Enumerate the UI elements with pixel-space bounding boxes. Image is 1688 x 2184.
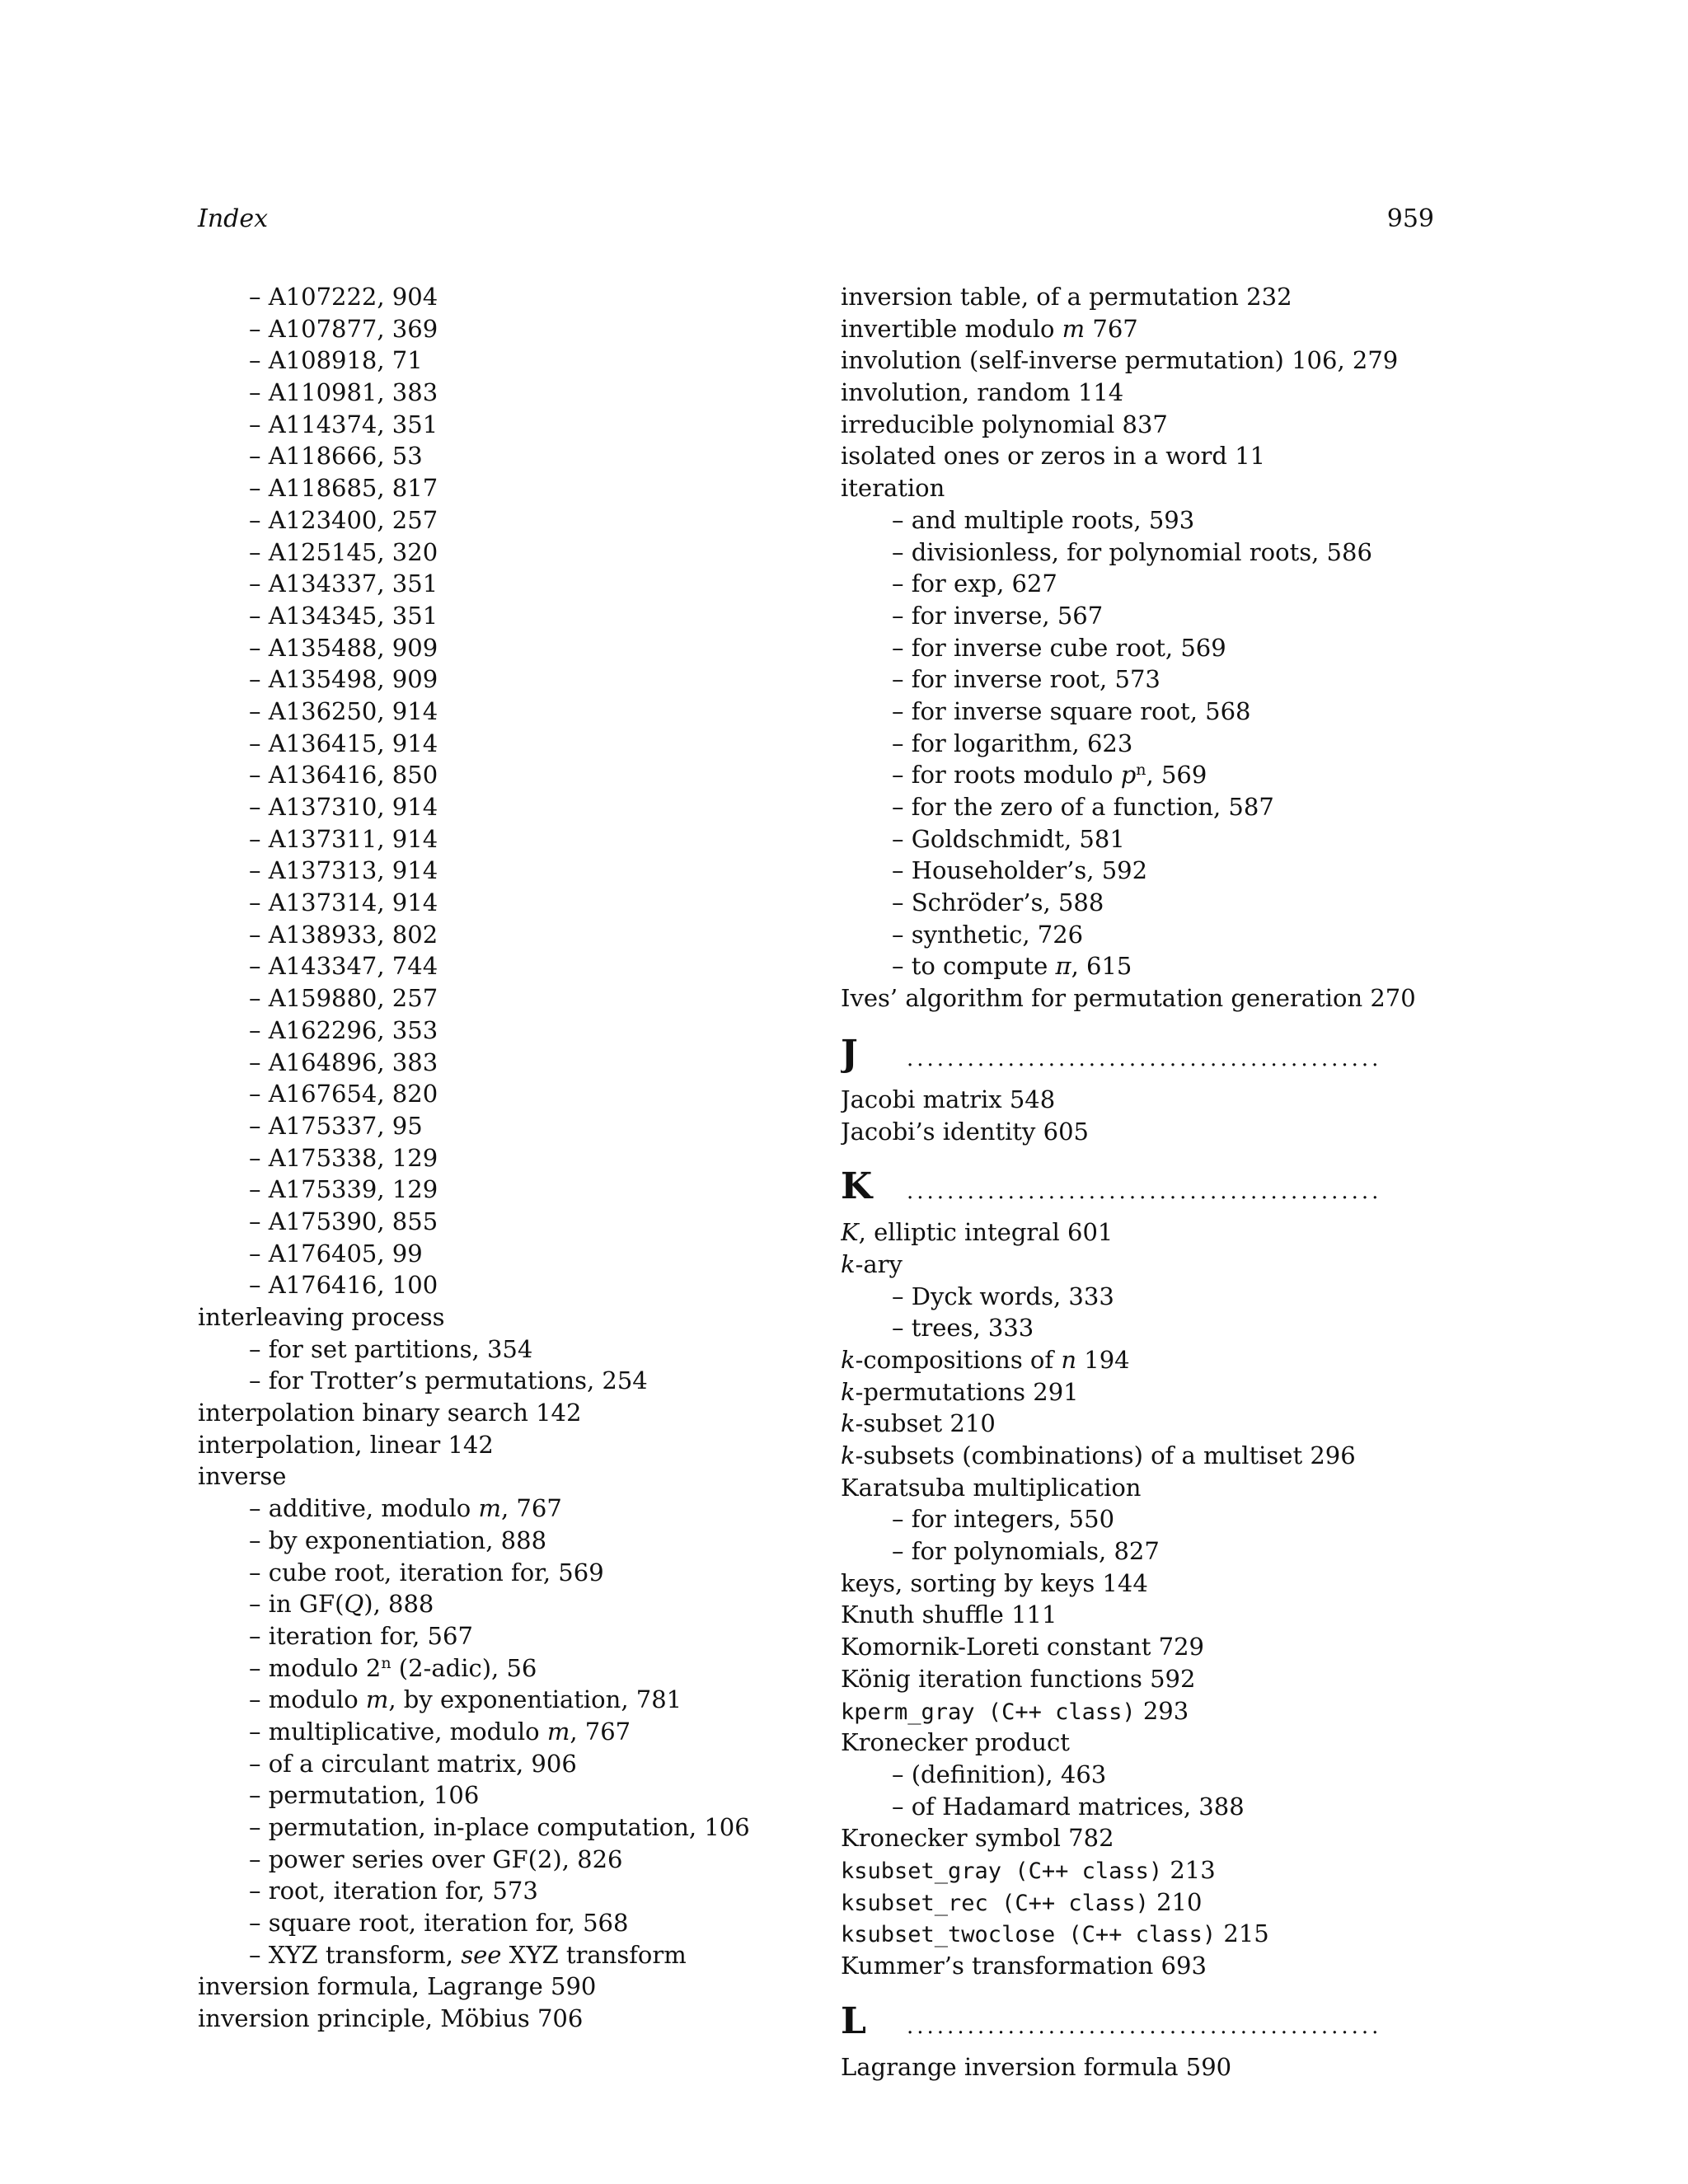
index-subentry: – A108918, 71 <box>249 346 423 375</box>
math-variable: k <box>841 1409 856 1438</box>
entry-text: – for roots modulo <box>892 761 1121 790</box>
math-variable: π <box>1055 952 1071 981</box>
index-subentry: – A110981, 383 <box>249 378 438 407</box>
entry-text: – modulo <box>249 1685 366 1714</box>
entry-text: , 569 <box>1146 761 1207 790</box>
entry-text: , elliptic integral 601 <box>858 1218 1114 1247</box>
index-subentry: – permutation, in-place computation, 106 <box>249 1813 750 1841</box>
index-subentry: – A136415, 914 <box>249 729 438 757</box>
index-subentry: – and multiple roots, 593 <box>892 505 1195 534</box>
entry-text: -subset 210 <box>855 1409 996 1438</box>
entry-text: 293 <box>1135 1696 1189 1725</box>
index-entry <box>841 1886 1437 1919</box>
entry-text: -permutations 291 <box>855 1377 1079 1406</box>
index-subentry: – A114374, 351 <box>249 410 438 438</box>
letter-heading-letter: K <box>841 1165 873 1208</box>
index-subentry: – A134345, 351 <box>249 601 438 630</box>
letter-heading-letter: J <box>841 1032 858 1075</box>
index-entry <box>841 1216 1437 1249</box>
index-entry: Kummer’s transformation 693 <box>841 1952 1207 1980</box>
entry-text: 767 <box>1085 314 1138 343</box>
letter-heading-leader-dots: ............................................... <box>907 1046 1382 1071</box>
index-entry: interpolation, linear 142 <box>198 1430 494 1459</box>
index-column-left <box>198 281 824 2035</box>
index-subentry: – of a circulant matrix, 906 <box>249 1749 577 1778</box>
index-entry: König iteration functions 592 <box>841 1664 1196 1693</box>
index-subentry: – Goldschmidt, 581 <box>892 824 1125 853</box>
entry-text: , 615 <box>1071 952 1132 981</box>
index-entry <box>841 1854 1437 1886</box>
index-subentry: – A136250, 914 <box>249 696 438 725</box>
math-variable: m <box>546 1717 570 1746</box>
entry-text: , 767 <box>570 1717 631 1746</box>
index-subentry <box>198 1939 824 1971</box>
index-subentry: – for inverse, 567 <box>892 601 1104 630</box>
entry-text: – multiplicative, modulo <box>249 1717 547 1746</box>
index-subentry: – cube root, iteration for, 569 <box>249 1558 604 1586</box>
index-subentry: – for inverse cube root, 569 <box>892 633 1226 662</box>
code-identifier: kperm_gray (C++ class) <box>841 1699 1136 1725</box>
index-subentry: – A176416, 100 <box>249 1271 438 1300</box>
code-identifier: ksubset_twoclose (C++ class) <box>841 1922 1217 1948</box>
index-subentry <box>198 1588 824 1620</box>
index-entry <box>841 1440 1437 1472</box>
entry-text: -subsets (combinations) of a multiset 296 <box>855 1441 1356 1469</box>
entry-text: 210 <box>1148 1887 1203 1916</box>
index-subentry: – iteration for, 567 <box>249 1621 473 1650</box>
index-entry <box>841 1344 1437 1376</box>
math-variable: m <box>365 1685 389 1714</box>
entry-text: (2-adic), 56 <box>391 1653 537 1682</box>
entry-text: -compositions of <box>855 1345 1062 1374</box>
index-subentry: – A175338, 129 <box>249 1143 438 1172</box>
letter-heading <box>841 1031 1437 1077</box>
math-variable: Q <box>344 1590 364 1619</box>
superscript: n <box>381 1653 392 1672</box>
index-subentry: – A135498, 909 <box>249 665 438 694</box>
index-entry: Kronecker symbol 782 <box>841 1824 1114 1853</box>
index-subentry: – square root, iteration for, 568 <box>249 1909 629 1938</box>
entry-text: – in GF( <box>249 1590 345 1619</box>
index-subentry: – trees, 333 <box>892 1314 1034 1343</box>
index-entry: inversion principle, Möbius 706 <box>198 2004 584 2033</box>
index-subentry <box>198 1652 824 1685</box>
index-subentry: – A138933, 802 <box>249 920 438 949</box>
index-subentry: – A159880, 257 <box>249 984 438 1013</box>
index-entry: inversion table, of a permutation 232 <box>841 283 1292 311</box>
index-entry: isolated ones or zeros in a word 11 <box>841 442 1266 471</box>
index-subentry: – A137314, 914 <box>249 888 438 917</box>
index-subentry: – for exp, 627 <box>892 569 1057 598</box>
letter-heading-letter: L <box>841 1999 866 2042</box>
index-subentry: – A175339, 129 <box>249 1175 438 1204</box>
index-subentry: – (definition), 463 <box>892 1760 1107 1788</box>
index-subentry: – A137313, 914 <box>249 856 438 885</box>
index-subentry: – for set partitions, 354 <box>249 1334 533 1363</box>
index-subentry <box>841 759 1437 791</box>
index-subentry: – for inverse root, 573 <box>892 665 1160 694</box>
letter-heading-leader-dots: ............................................... <box>907 2013 1382 2039</box>
entry-text: 213 <box>1162 1855 1216 1884</box>
math-variable: k <box>841 1441 856 1469</box>
index-subentry: – A118685, 817 <box>249 474 438 503</box>
index-subentry: – permutation, 106 <box>249 1781 480 1810</box>
index-subentry: – A164896, 383 <box>249 1047 438 1076</box>
index-entry: Knuth shuffle 111 <box>841 1601 1057 1629</box>
index-subentry: – Schröder’s, 588 <box>892 888 1104 917</box>
index-entry: involution, random 114 <box>841 378 1124 407</box>
code-identifier: ksubset_rec (C++ class) <box>841 1890 1149 1916</box>
index-subentry: – A136416, 850 <box>249 761 438 790</box>
index-subentry: – for Trotter’s permutations, 254 <box>249 1366 648 1395</box>
superscript: n <box>1136 761 1146 780</box>
index-subentry: – A162296, 353 <box>249 1015 438 1044</box>
index-entry: Ives’ algorithm for permutation generation 270 <box>841 984 1416 1013</box>
index-entry: keys, sorting by keys 144 <box>841 1568 1148 1597</box>
index-subentry: – A134337, 351 <box>249 569 438 598</box>
index-subentry: – A137310, 914 <box>249 793 438 821</box>
math-variable: see <box>461 1940 502 1969</box>
index-entry: Kronecker product <box>841 1728 1070 1757</box>
entry-text: ), 888 <box>363 1590 434 1619</box>
index-entry: Jacobi’s identity 605 <box>841 1117 1089 1146</box>
index-subentry: – A107222, 904 <box>249 283 438 311</box>
index-entry: Lagrange inversion formula 590 <box>841 2052 1232 2081</box>
page-number: 959 <box>1386 204 1434 233</box>
index-subentry: – A175337, 95 <box>249 1111 423 1140</box>
math-variable: k <box>841 1249 856 1278</box>
index-subentry: – A167654, 820 <box>249 1080 438 1108</box>
index-subentry: – Dyck words, 333 <box>892 1282 1114 1310</box>
index-entry <box>841 1695 1437 1727</box>
index-entry <box>841 1376 1437 1408</box>
index-entry <box>841 1408 1437 1440</box>
index-subentry: – for the zero of a function, 587 <box>892 793 1274 821</box>
index-subentry <box>198 1716 824 1748</box>
index-subentry: – A125145, 320 <box>249 537 438 566</box>
index-subentry: – Householder’s, 592 <box>892 856 1148 885</box>
index-subentry: – by exponentiation, 888 <box>249 1526 547 1554</box>
entry-text: 194 <box>1076 1345 1130 1374</box>
code-identifier: ksubset_gray (C++ class) <box>841 1858 1163 1884</box>
index-entry: irreducible polynomial 837 <box>841 410 1168 438</box>
entry-text: 215 <box>1216 1919 1269 1948</box>
index-entry: Jacobi matrix 548 <box>841 1085 1056 1113</box>
index-entry: Karatsuba multiplication <box>841 1473 1142 1502</box>
letter-heading <box>841 1999 1437 2045</box>
index-entry: interleaving process <box>198 1303 445 1331</box>
index-subentry: – A107877, 369 <box>249 314 438 343</box>
index-subentry <box>198 1493 824 1525</box>
entry-text: -ary <box>855 1249 903 1278</box>
math-variable: p <box>1120 761 1137 790</box>
index-entry: inversion formula, Lagrange 590 <box>198 1972 597 2001</box>
index-subentry <box>198 1684 824 1716</box>
index-entry: involution (self-inverse permutation) 106, 279 <box>841 346 1399 375</box>
math-variable: m <box>1062 314 1085 343</box>
index-subentry: – A143347, 744 <box>249 952 438 981</box>
index-subentry <box>841 950 1437 982</box>
index-entry: inverse <box>198 1462 287 1491</box>
entry-text: XYZ transform <box>501 1940 687 1969</box>
math-variable: k <box>841 1345 856 1374</box>
index-entry <box>841 1918 1437 1950</box>
entry-text: invertible modulo <box>841 314 1062 343</box>
entry-text: , by exponentiation, 781 <box>388 1685 682 1714</box>
index-entry: Komornik-Loreti constant 729 <box>841 1633 1204 1661</box>
entry-text: – modulo 2 <box>249 1653 382 1682</box>
letter-heading <box>841 1164 1437 1210</box>
entry-text: – XYZ transform, <box>249 1940 462 1969</box>
index-subentry: – root, iteration for, 573 <box>249 1877 538 1905</box>
index-entry <box>841 313 1437 345</box>
index-entry: interpolation binary search 142 <box>198 1399 582 1427</box>
entry-text: – additive, modulo <box>249 1494 479 1523</box>
index-subentry: – A176405, 99 <box>249 1239 423 1268</box>
index-subentry: – for polynomials, 827 <box>892 1537 1160 1566</box>
running-header-title: Index <box>198 204 269 233</box>
index-column-right <box>841 281 1437 2083</box>
index-subentry: – A175390, 855 <box>249 1207 438 1235</box>
index-subentry: – power series over GF(2), 826 <box>249 1844 623 1873</box>
index-subentry: – divisionless, for polynomial roots, 586 <box>892 537 1372 566</box>
math-variable: K <box>841 1218 859 1247</box>
index-subentry: – for logarithm, 623 <box>892 729 1133 757</box>
entry-text: , 767 <box>500 1494 562 1523</box>
index-subentry: – A123400, 257 <box>249 505 438 534</box>
index-entry: iteration <box>841 474 945 503</box>
index-subentry: – A118666, 53 <box>249 442 423 471</box>
index-subentry: – A135488, 909 <box>249 633 438 662</box>
index-subentry: – synthetic, 726 <box>892 920 1084 949</box>
entry-text: – to compute <box>892 952 1056 981</box>
math-variable: k <box>841 1377 856 1406</box>
math-variable: m <box>478 1494 501 1523</box>
math-variable: n <box>1061 1345 1077 1374</box>
index-subentry: – of Hadamard matrices, 388 <box>892 1792 1245 1821</box>
index-entry <box>841 1249 1437 1281</box>
index-subentry: – for inverse square root, 568 <box>892 696 1251 725</box>
index-subentry: – A137311, 914 <box>249 824 438 853</box>
index-subentry: – for integers, 550 <box>892 1505 1115 1534</box>
letter-heading-leader-dots: ............................................... <box>907 1179 1382 1205</box>
